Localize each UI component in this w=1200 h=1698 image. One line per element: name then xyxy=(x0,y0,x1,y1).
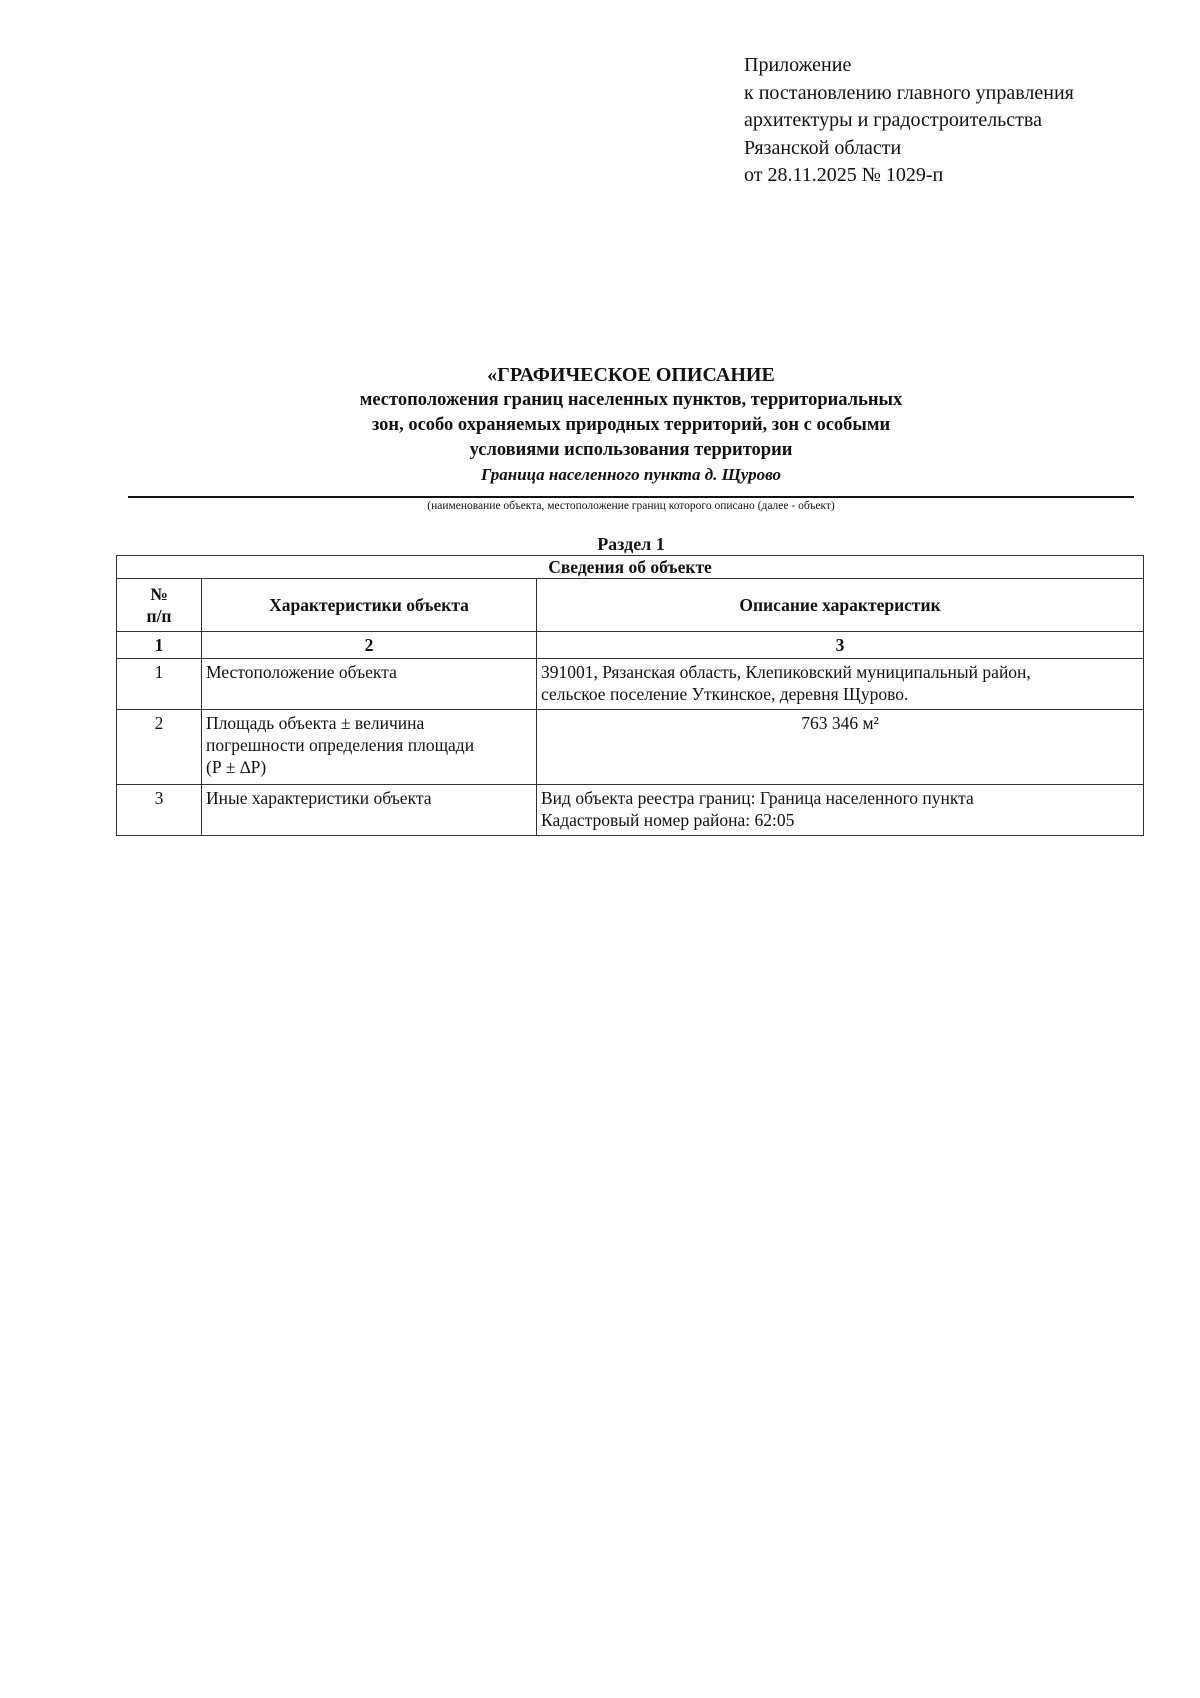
characteristic-line: (Р ± ∆Р) xyxy=(206,757,267,777)
appendix-line: Приложение xyxy=(744,54,852,76)
column-number: 2 xyxy=(202,632,537,659)
table-row xyxy=(117,785,1144,836)
header-number xyxy=(117,579,202,632)
row-number: 3 xyxy=(117,785,202,836)
header-number-line: № xyxy=(150,584,168,604)
characteristic-line: Площадь объекта ± величина xyxy=(206,713,425,733)
row-characteristic: Иные характеристики объекта xyxy=(202,785,537,836)
row-description xyxy=(537,785,1144,836)
appendix-date-number: от 28.11.2025 № 1029-п xyxy=(744,164,944,186)
row-description-area: 763 346 м² xyxy=(537,710,1144,785)
description-line: сельское поселение Уткинское, деревня Щурово. xyxy=(541,684,909,704)
object-name-underline xyxy=(128,496,1134,498)
table-caption: Сведения об объекте xyxy=(117,556,1144,579)
header-characteristics: Характеристики объекта xyxy=(202,579,537,632)
description-line: Кадастровый номер района: 62:05 xyxy=(541,810,795,830)
object-name: Граница населенного пункта д. Щурово xyxy=(480,465,781,484)
document-title-block xyxy=(128,362,1134,487)
document-title: «ГРАФИЧЕСКОЕ ОПИСАНИЕ xyxy=(487,364,775,386)
row-number: 2 xyxy=(117,710,202,785)
appendix-line: архитектуры и градостроительства xyxy=(744,109,1042,131)
table-row xyxy=(117,659,1144,710)
column-number-row xyxy=(117,632,1144,659)
object-info-table xyxy=(116,555,1144,836)
appendix-block xyxy=(744,52,1074,190)
appendix-line: к постановлению главного управления xyxy=(744,81,1074,104)
appendix-line: Рязанской области xyxy=(744,136,902,159)
row-description xyxy=(537,659,1144,710)
table-header-row xyxy=(117,579,1144,632)
document-subtitle-line: условиями использования территории xyxy=(469,440,793,460)
column-number: 1 xyxy=(117,632,202,659)
header-number-line: п/п xyxy=(146,606,172,626)
row-characteristic: Местоположение объекта xyxy=(202,659,537,710)
row-number: 1 xyxy=(117,659,202,710)
characteristic-line: погрешности определения площади xyxy=(206,735,475,755)
description-line: Вид объекта реестра границ: Граница населенного пункта xyxy=(541,788,974,808)
document-subtitle-line: зон, особо охраняемых природных территорий, зон с особыми xyxy=(371,415,891,435)
column-number: 3 xyxy=(537,632,1144,659)
object-name-caption: (наименование объекта, местоположение границ которого описано (далее - объект) xyxy=(427,500,835,512)
header-description: Описание характеристик xyxy=(537,579,1144,632)
section-title: Раздел 1 xyxy=(597,534,665,554)
description-line: 391001, Рязанская область, Клепиковский муниципальный район, xyxy=(541,662,1031,682)
table-row xyxy=(117,710,1144,785)
row-characteristic xyxy=(202,710,537,785)
table-caption-row xyxy=(117,556,1144,579)
document-subtitle-line: местоположения границ населенных пунктов, территориальных xyxy=(359,390,903,410)
